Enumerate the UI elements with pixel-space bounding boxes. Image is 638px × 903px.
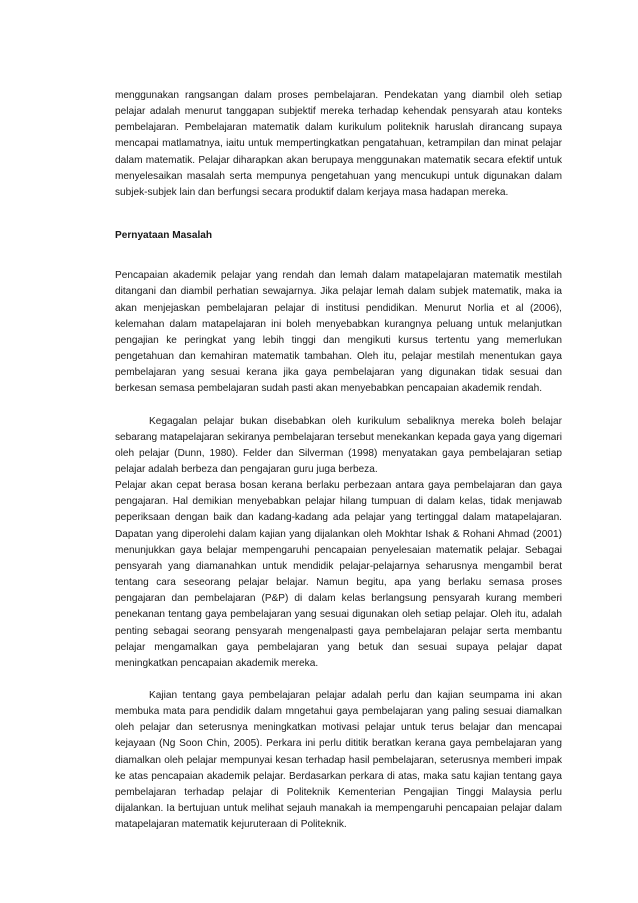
paragraph-problem-statement: Pencapaian akademik pelajar yang rendah dan lemah dalam matapelajaran matematik mestilah ditangani dan diambil perhatian sewajarnya. Jika pelajar lemah dalam subjek matematik, maka ia akan menjejaskan pembelajaran pelajar di institusi pendidikan. Menurut Norlia et al (2006), kelemahan dalam matapelajaran ini boleh menyebabkan kurangnya peluang untuk melanjutkan pengajian ke peringkat yang lebih tinggi dan mengikuti kursus tertentu yang memerlukan pengetahuan dan kemahiran matematik tambahan. Oleh itu, pelajar mestilah menentukan gaya pembelajaran yang sesuai kerana jika gaya pembelajaran yang digunakan tidak sesuai dan berkesan semasa pembelajaran sudah pasti akan menyebabkan pencapaian akademik rendah. xyxy=(115,270,562,395)
paragraph-kegagalan-pelajar: Kegagalan pelajar bukan disebabkan oleh kurikulum sebaliknya mereka boleh belajar sebarang matapelajaran sekiranya pembelajaran tersebut menekankan kepada gaya yang digemari oleh pelajar (Dunn, 1980). Felder dan Silverman (1998) menyatakan gaya pembelajaran setiap pelajar adalah berbeza dan pengajaran guru juga berbeza. xyxy=(115,415,562,475)
section-heading-pernyataan-masalah: Pernyataan Masalah xyxy=(115,230,213,242)
paragraph-pelajar-bosan: Pelajar akan cepat berasa bosan kerana berlaku perbezaan antara gaya pembelajaran dan gaya pengajaran. Hal demikian menyebabkan pelajar hilang tumpuan di dalam kelas, tidak menjawab peperiksaan dengan baik dan kadang-kadang ada pelajar yang tertinggal dalam matapelajaran. Dapatan yang diperolehi dalam kajian yang dijalankan oleh Mokhtar Ishak & Rohani Ahmad (2001) menunjukkan gaya belajar mempengaruhi pencapaian penyelesaian matematik pelajar. Sebagai pensyarah yang diamanahkan untuk mendidik pelajar-pelajarnya seharusnya mengambil berat tentang cara seseorang pelajar belajar. Namun begitu, apa yang berlaku semasa proses pengajaran dan pembelajaran (P&P) di dalam kelas berlangsung pensyarah kurang memberi penekanan tentang gaya pembelajaran yang sesuai digunakan oleh setiap pelajar. Oleh itu, adalah penting sebagai seorang pensyarah mengenalpasti gaya pembelajaran pelajar serta membantu pelajar mengamalkan gaya pembelajaran yang betuk dan sesuai supaya pelajar dapat meningkatkan pencapaian akademik mereka. xyxy=(115,480,562,669)
paragraph-intro-continuation: menggunakan rangsangan dalam proses pembelajaran. Pendekatan yang diambil oleh setiap pelajar adalah menurut tanggapan subjektif mereka terhadap kehendak pensyarah atau konteks pembelajaran. Pembelajaran matematik dalam kurikulum politeknik haruslah dirancang supaya mencapai matlamatnya, iaitu untuk mempertingkatkan pengatahuan, ketrampilan dan minat pelajar dalam matematik. Pelajar diharapkan akan berupaya menggunakan matematik secara efektif untuk menyelesaikan masalah serta mempunya pengetahuan yang mencukupi untuk digunakan dalam subjek-subjek lain dan berfungsi secara produktif dalam kerjaya masa hadapan mereka. xyxy=(115,90,562,198)
paragraph-kajian-gaya: Kajian tentang gaya pembelajaran pelajar adalah perlu dan kajian seumpama ini akan membuka mata para pendidik dalam mngetahui gaya pembelajaran yang paling sesuai diamalkan oleh pelajar dan seterusnya meningkatkan motivasi pelajar untuk terus belajar dan mencapai kejayaan (Ng Soon Chin, 2005). Perkara ini perlu dititik beratkan kerana gaya pembelajaran yang diamalkan oleh pelajar mempunyai kesan terhadap hasil pembelajaran, seterusnya memberi impak ke atas pencapaian akademik pelajar. Berdasarkan perkara di atas, maka satu kajian tentang gaya pembelajaran terhadap pelajar di Politeknik Kementerian Pengajian Tinggi Malaysia perlu dijalankan. Ia bertujuan untuk melihat sejauh manakah ia mempengaruhi pencapaian pelajar dalam matapelajaran matematik kejuruteraan di Politeknik. xyxy=(115,690,562,831)
document-body xyxy=(115,88,562,833)
